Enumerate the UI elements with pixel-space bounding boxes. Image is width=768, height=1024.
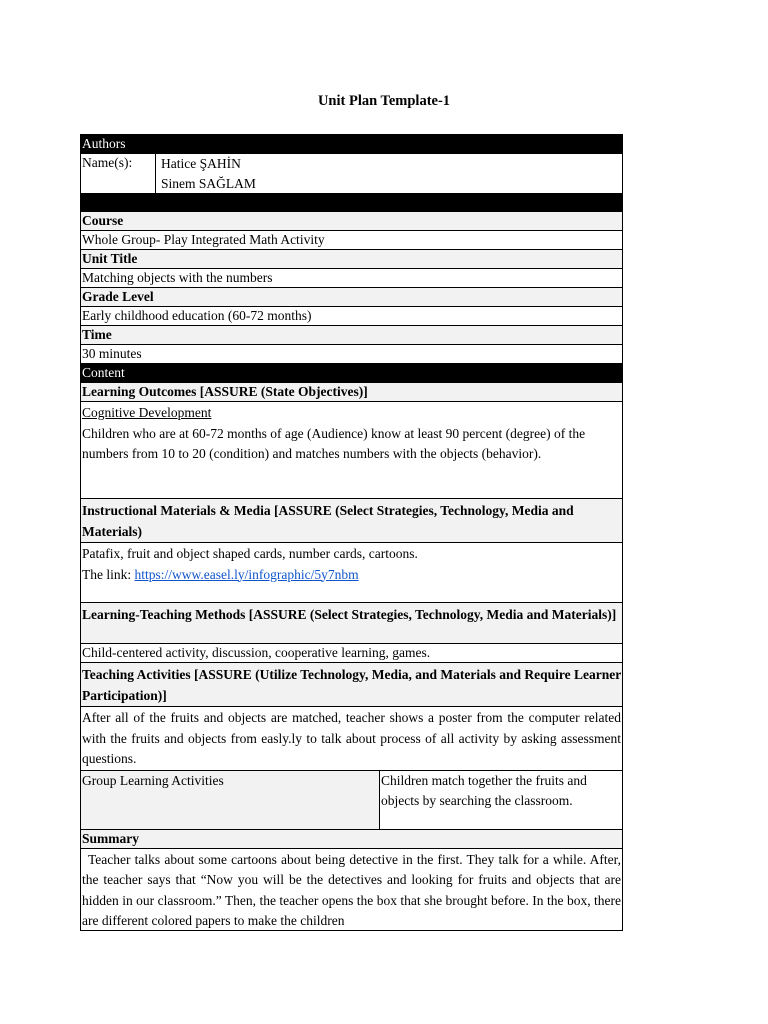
names-row (81, 154, 623, 194)
names-value (156, 154, 623, 194)
content-header: Content (81, 364, 623, 383)
materials-cell (81, 543, 623, 603)
infographic-link[interactable]: https://www.easel.ly/infographic/5y7nbm (134, 566, 359, 582)
summary-text: Teacher talks about some cartoons about being detective in the first. They talk for a while. After, the teacher says that “Now you will be the detectives and looking for fruits and objects that are hidden in our classroom.” Then, the teacher opens the box that she brought before. In the box, there are different colored papers to make the children (82, 851, 621, 928)
grade-level-label: Grade Level (81, 288, 623, 307)
link-prefix: The link: (82, 566, 135, 582)
teaching-activities-row (81, 707, 623, 771)
grade-level-value: Early childhood education (60-72 months) (81, 307, 623, 326)
materials-link-line (82, 565, 621, 586)
methods-label: Learning-Teaching Methods [ASSURE (Select Strategies, Technology, Media and Materials)] (81, 603, 623, 644)
learning-outcomes-cell (81, 402, 623, 499)
course-value-row (81, 231, 623, 250)
time-value: 30 minutes (81, 345, 623, 364)
separator-bar (81, 194, 623, 212)
authors-header: Authors (81, 135, 623, 154)
content-header-row (81, 364, 623, 383)
author-name-2: Sinem SAĞLAM (161, 175, 256, 191)
materials-label-row (81, 499, 623, 543)
group-learning-value: Children match together the fruits and objects by searching the classroom. (380, 770, 623, 829)
teaching-activities-label-row (81, 663, 623, 707)
learning-outcomes-label-row (81, 383, 623, 402)
teaching-activities-label: Teaching Activities [ASSURE (Utilize Technology, Media, and Materials and Require Learner Participation)] (81, 663, 623, 707)
grade-level-value-row (81, 307, 623, 326)
time-label-row (81, 326, 623, 345)
page-title: Unit Plan Template-1 (317, 93, 451, 109)
materials-label: Instructional Materials & Media [ASSURE (Select Strategies, Technology, Media and Materials) (81, 499, 623, 543)
unit-title-value: Matching objects with the numbers (81, 269, 623, 288)
unit-plan-table (80, 134, 623, 931)
unit-title-label-row (81, 250, 623, 269)
course-label: Course (81, 212, 623, 231)
materials-row (81, 543, 623, 603)
author-name-1: Hatice ŞAHİN (161, 156, 241, 171)
summary-row (81, 848, 623, 930)
summary-label-row (81, 829, 623, 848)
names-label: Name(s): (81, 154, 156, 194)
cognitive-development-heading: Cognitive Development (82, 405, 212, 420)
group-learning-label: Group Learning Activities (81, 770, 380, 829)
methods-value: Child-centered activity, discussion, cooperative learning, games. (81, 644, 623, 663)
summary-label: Summary (81, 829, 623, 848)
group-learning-row (81, 770, 623, 829)
course-label-row (81, 212, 623, 231)
learning-outcomes-text: Children who are at 60-72 months of age (Audience) know at least 90 percent (degree) of the numbers from 10 to 20 (condition) and matches numbers with the objects (behavior). (82, 425, 586, 461)
unit-title-value-row (81, 269, 623, 288)
learning-outcomes-label: Learning Outcomes [ASSURE (State Objectives)] (81, 383, 623, 402)
unit-title-label: Unit Title (81, 250, 623, 269)
time-label: Time (81, 326, 623, 345)
methods-label-row (81, 603, 623, 644)
grade-level-label-row (81, 288, 623, 307)
time-value-row (81, 345, 623, 364)
summary-cell (81, 848, 623, 930)
methods-value-row (81, 644, 623, 663)
materials-text: Patafix, fruit and object shaped cards, number cards, cartoons. (82, 546, 418, 561)
course-value: Whole Group- Play Integrated Math Activity (81, 231, 623, 250)
authors-header-row (81, 135, 623, 154)
teaching-activities-text: After all of the fruits and objects are matched, teacher shows a poster from the computer related with the fruits and objects from easly.ly to talk about process of all activity by asking assessment questions. (82, 710, 621, 766)
teaching-activities-cell (81, 707, 623, 771)
learning-outcomes-row (81, 402, 623, 499)
